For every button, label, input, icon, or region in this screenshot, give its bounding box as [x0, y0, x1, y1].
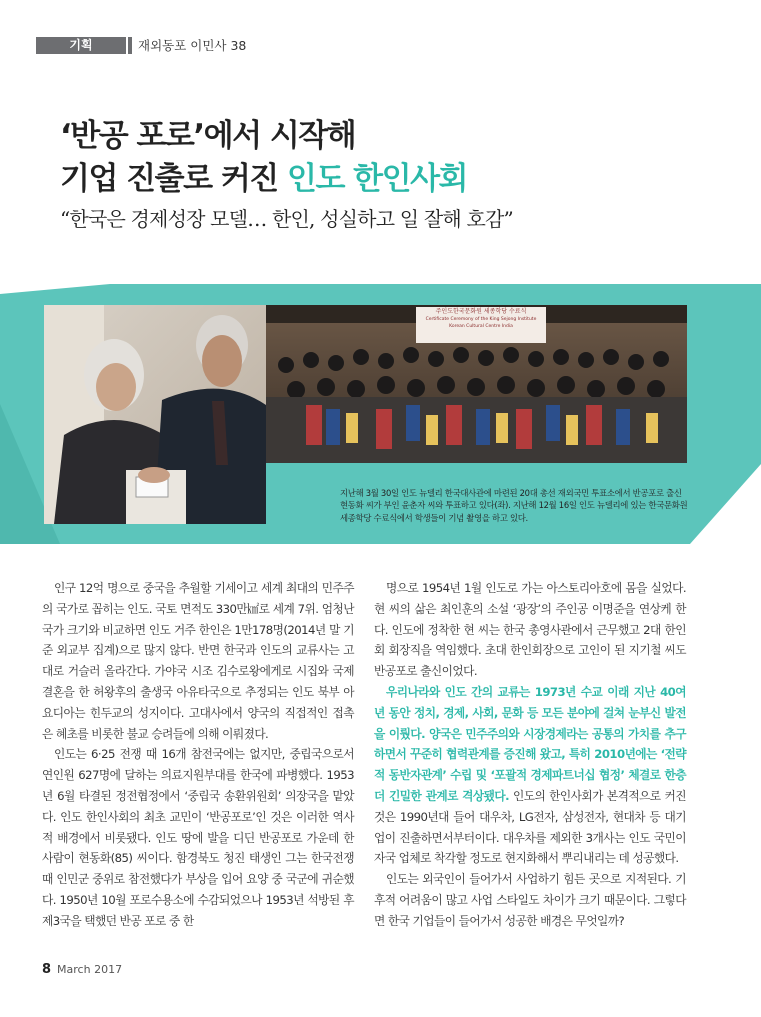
series-title: 재외동포 이민사 38 [138, 38, 247, 53]
body-column-right [374, 578, 686, 932]
section-tag: 기획 [36, 37, 126, 54]
paragraph: 인구 12억 명으로 중국을 추월할 기세이고 세계 최대의 민주주의 국가로 꼽히는 인도. 국토 면적도 330만㎢로 세계 7위. 엄청난 국가 크기와 비교하면 인도 거주 한인은 1만178명(2014년 말 기준 외교부 집계)으로 많지 않다. 반면 한국과 인도의 교류사는 고대로 거슬러 올라간다. 가야국 시조 김수로왕에게로 시집와 국제결혼을 한 허왕후의 출생국 아유타국으로 추정되는 인도 북부 아요디아는 힌두교의 성지이다. 고대사에서 양국의 직접적인 접촉은 혜초를 비롯한 불교 승려들에 의해 이뤄졌다. [42, 581, 354, 741]
photo-sejong-group [266, 305, 687, 463]
paragraph: 인도는 6·25 전쟁 때 16개 참전국에는 없지만, 중립국으로서 연인원 627명에 달하는 의료지원부대를 한국에 파병했다. 1953년 6월 타결된 정전협정에서 ‘중립국 송환위원회’ 의장국을 맡았다. 인도 한인사회의 최초 교민이 ‘반공포로’인 것은 이러한 역사적 배경에서 비롯됐다. 인도 땅에 발을 디딘 반공포로 가운데 한 사람이 현동화(85) 씨이다. 함경북도 청진 태생인 그는 한국전쟁 때 인민군 중위로 참전했다가 부상을 입어 요양 중 국군에 귀순했다. 1950년 10월 포로수용소에 수감되었으나 1953년 석방된 후 제3국을 택했던 반공 포로 중 한 [42, 747, 354, 928]
section-tag-divider [128, 37, 132, 54]
body-column-left [42, 578, 354, 932]
photo-caption: 지난해 3월 30일 인도 뉴델리 한국대사관에 마련된 20대 총선 재외국민 투표소에서 반공포로 출신 현동화 씨가 부인 윤춘자 씨와 투표하고 있다(좌). 지난해 12월 16일 인도 뉴델리에 있는 한국문화원 세종학당 수료식에서 학생들이 기념 촬영을 하고 있다. [340, 488, 688, 523]
banner-text [416, 308, 546, 331]
issue-date: March 2017 [57, 963, 123, 976]
headline-line-2 [60, 159, 467, 199]
paragraph [374, 682, 686, 869]
paragraph: 인도는 외국인이 들어가서 사업하기 힘든 곳으로 지적된다. 기후적 어려움이 많고 사업 스타일도 차이가 크기 때문이다. 그렇다면 한국 기업들이 들어가서 성공한 배경은 무엇일까? [374, 872, 686, 928]
photo-couple-voting [44, 305, 266, 524]
headline-line-1: ‘반공 포로’에서 시작해 [60, 118, 356, 154]
paragraph: 명으로 1954년 1월 인도로 가는 아스토리아호에 몸을 실었다. 현 씨의 삶은 최인훈의 소설 ‘광장’의 주인공 이명준을 연상케 한다. 인도에 정착한 현 씨는 한국 총영사관에서 근무했고 2대 한인회 회장직을 역임했다. 초대 한인회장으로 고인이 된 지기철 씨도 반공포로 출신이었다. [374, 581, 686, 679]
page-footer [42, 962, 122, 977]
headline-line-2-prefix: 기업 진출로 커진 [60, 161, 287, 197]
highlighted-text: 우리나라와 인도 간의 교류는 1973년 수교 이래 지난 40여 년 동안 정치, 경제, 사회, 문화 등 모든 분야에 걸쳐 눈부신 발전을 이뤘다. 양국은 민주주의와 시장경제라는 공통의 가치를 추구하면서 꾸준히 협력관계를 증진해 왔고, 특히 2010년에는 ‘전략적 동반자관계’ 수립 및 ‘포괄적 경제파트너십 협정’ 체결로 한층 더 긴밀한 관계로 격상됐다. [374, 684, 686, 803]
banner-line-1: 주인도한국문화원 세종학당 수료식 [435, 308, 527, 315]
page-number: 8 [42, 962, 52, 977]
subtitle: “한국은 경제성장 모델… 한인, 성실하고 일 잘해 호감” [60, 207, 513, 231]
banner-line-2: Certificate Ceremony of the King Sejong Institute [425, 316, 537, 322]
paragraph-text: 인도의 한인사회가 본격적으로 커진 것은 1990년대 들어 대우차, LG전자, 삼성전자, 현대차 등 대기업이 진출하면서부터이다. 대우차를 제외한 3개사는 인도 국민이 자국 업체로 착각할 정도로 현지화해서 뿌리내리는 데 성공했다. [374, 788, 687, 866]
headline-highlight: 인도 한인사회 [287, 161, 467, 197]
banner-line-3: Korean Cultural Centre India [449, 324, 513, 329]
